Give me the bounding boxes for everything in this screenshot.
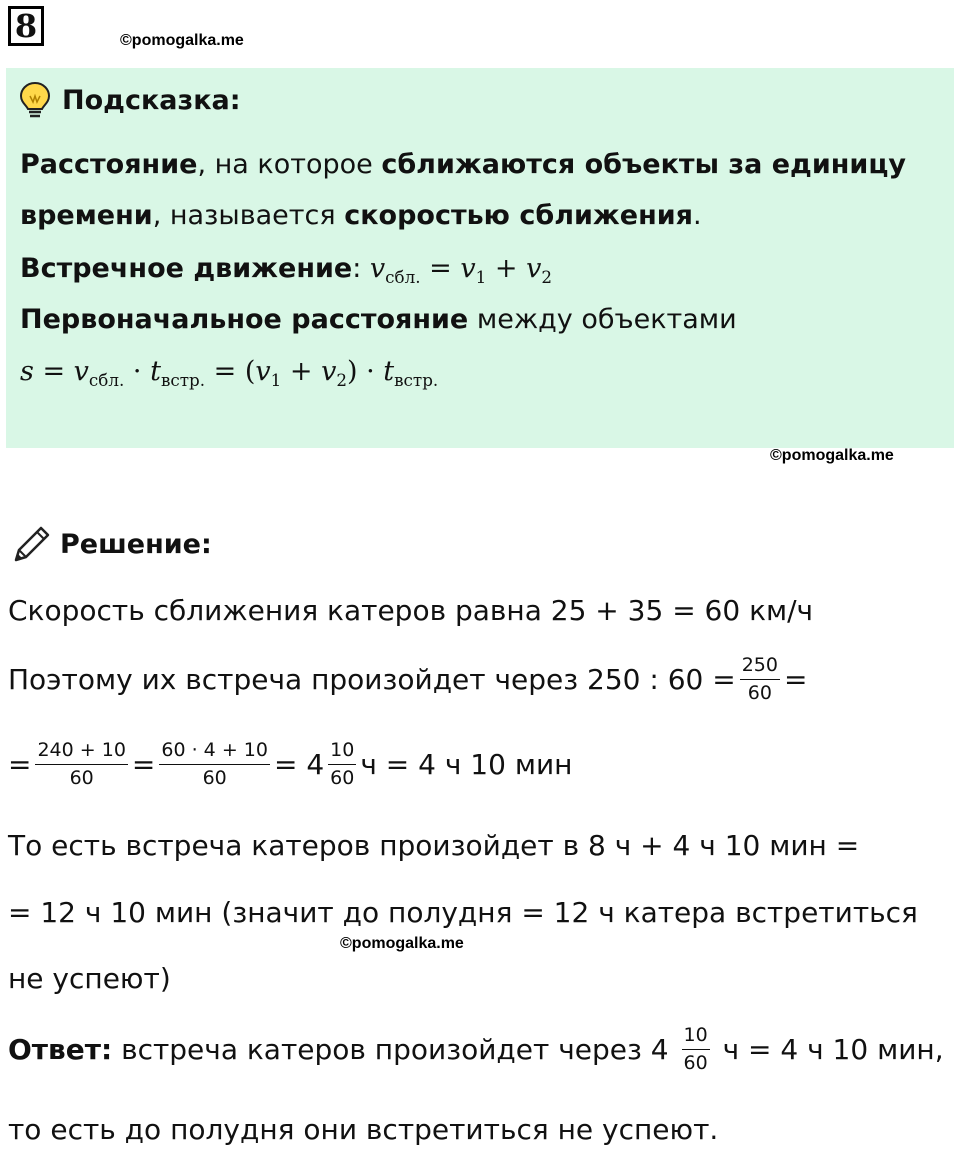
term-head-on: Встречное движение <box>20 253 353 284</box>
solution-text: = 4 <box>273 747 325 781</box>
answer-line-1 <box>8 1025 944 1074</box>
hint-text: : <box>352 253 370 284</box>
hint-line-3 <box>20 253 552 287</box>
hint-title: Подсказка: <box>62 84 241 116</box>
hint-line-4 <box>20 304 737 336</box>
fraction-60-4-10: $\frac{60 \cdot 4 + 10}{60}$ <box>161 739 268 789</box>
solution-line-5: = 12 ч 10 мин (значит до полудня = 12 ч катера встретиться <box>8 896 918 929</box>
term-approach-speed: скоростью сближения <box>344 200 693 231</box>
answer-line-2: то есть до полудня они встретиться не успеют. <box>8 1113 719 1146</box>
solution-text: = <box>783 662 808 696</box>
term-time: времени <box>20 200 153 231</box>
solution-text: = <box>131 747 156 781</box>
formula-approach-speed: $v_{сбл.} = v_1 + v_2$ <box>369 253 552 287</box>
formula-distance: $s = v_{сбл.} \cdot t_{встр.} = (v_1 + v_2) \cdot t_{встр.}$ <box>20 356 439 390</box>
solution-title: Решение: <box>60 528 212 560</box>
term-approach: сближаются объекты за единицу <box>381 149 906 180</box>
solution-line-3 <box>8 740 572 789</box>
watermark-solution: ©pomogalka.me <box>340 935 464 952</box>
term-initial-distance: Первоначальное расстояние <box>20 304 469 335</box>
task-number: 8 <box>14 7 38 45</box>
answer-text: ч = 4 ч 10 мин, <box>713 1032 944 1066</box>
answer-fraction-10-60: $\frac{10}{60}$ <box>683 1024 708 1074</box>
answer-label: Ответ: <box>8 1032 113 1066</box>
solution-text: Поэтому их встреча произойдет через 250 : 60 = <box>8 662 736 696</box>
solution-line-6: не успеют) <box>8 962 171 995</box>
lightbulb-icon <box>18 80 52 120</box>
hint-header <box>18 80 241 120</box>
hint-line-5 <box>20 356 438 390</box>
fraction-240-10: $\frac{240 + 10}{60}$ <box>37 739 126 789</box>
fraction-250-60: $\frac{250}{60}$ <box>741 654 778 704</box>
watermark-top: ©pomogalka.me <box>120 32 244 49</box>
watermark-hint: ©pomogalka.me <box>770 447 894 464</box>
solution-header <box>8 524 212 564</box>
task-number-box <box>8 6 44 46</box>
hint-line-2 <box>20 200 702 232</box>
solution-line-1: Скорость сближения катеров равна 25 + 35 = 60 км/ч <box>8 594 814 627</box>
answer-text: встреча катеров произойдет через 4 <box>112 1032 678 1066</box>
pencil-icon <box>8 524 52 564</box>
hint-text: , называется <box>152 200 345 231</box>
hint-text: , на которое <box>197 149 382 180</box>
solution-line-2 <box>8 655 807 704</box>
solution-text: ч = 4 ч 10 мин <box>360 747 573 781</box>
hint-line-1 <box>20 149 906 181</box>
solution-line-4: То есть встреча катеров произойдет в 8 ч + 4 ч 10 мин = <box>8 829 860 862</box>
solution-text: = <box>8 747 32 781</box>
term-distance: Расстояние <box>20 149 198 180</box>
fraction-10-60: $\frac{10}{60}$ <box>330 739 355 789</box>
hint-text: между объектами <box>468 304 737 335</box>
hint-text: . <box>692 200 702 231</box>
